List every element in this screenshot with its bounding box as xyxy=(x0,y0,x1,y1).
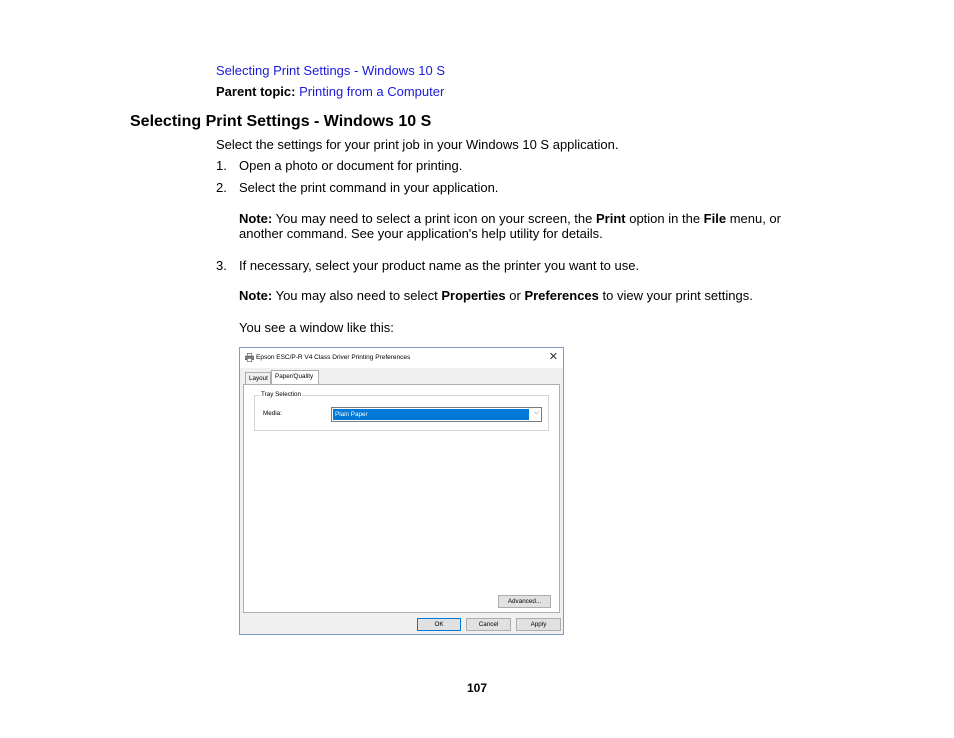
note-text: You may also need to select xyxy=(272,288,442,303)
parent-topic-line xyxy=(216,84,444,99)
step-number: 3. xyxy=(216,258,227,273)
media-select[interactable] xyxy=(331,407,542,422)
note-bold-file: File xyxy=(703,211,727,226)
note-text: option in the xyxy=(625,211,704,226)
page-heading: Selecting Print Settings - Windows 10 S xyxy=(130,113,432,130)
media-label: Media: xyxy=(263,410,282,417)
intro-text: Select the settings for your print job in your Windows 10 S application. xyxy=(216,137,619,152)
tray-selection-group xyxy=(254,391,549,431)
step-text: Select the print command in your application. xyxy=(239,180,499,195)
chevron-down-icon: ⌵ xyxy=(533,409,539,416)
dialog-title: Epson ESC/P-R V4 Class Driver Printing Preferences xyxy=(256,354,411,361)
note-text: another command. See your application's help utility for details. xyxy=(239,226,603,241)
parent-topic-link[interactable]: Printing from a Computer xyxy=(299,84,445,99)
note-bold-print: Print xyxy=(595,211,626,226)
step-text: If necessary, select your product name as the printer you want to use. xyxy=(239,258,640,273)
tab-layout[interactable]: Layout xyxy=(245,372,271,384)
media-selected-value: Plain Paper xyxy=(333,409,529,420)
cancel-button[interactable]: Cancel xyxy=(466,618,511,631)
note-print-icon xyxy=(239,211,799,241)
dialog-tab-strip xyxy=(240,368,563,384)
advanced-button[interactable]: Advanced... xyxy=(498,595,551,608)
window-intro: You see a window like this: xyxy=(239,320,394,335)
note-label: Note: xyxy=(239,288,273,303)
note-bold-preferences: Preferences xyxy=(524,288,599,303)
parent-topic-label: Parent topic: xyxy=(216,84,296,99)
top-topic-link[interactable]: Selecting Print Settings - Windows 10 S xyxy=(216,63,446,78)
step-text: Open a photo or document for printing. xyxy=(239,158,463,173)
note-text: or xyxy=(505,288,525,303)
paper-quality-panel xyxy=(243,384,560,613)
note-bold-properties: Properties xyxy=(441,288,506,303)
step-number: 1. xyxy=(216,158,227,173)
close-icon[interactable]: ✕ xyxy=(548,351,558,363)
printing-preferences-dialog xyxy=(239,347,564,635)
dialog-titlebar xyxy=(240,348,563,368)
tray-selection-title: Tray Selection xyxy=(261,391,302,398)
printer-icon xyxy=(245,353,254,362)
page-number: 107 xyxy=(466,681,488,695)
note-label: Note: xyxy=(239,211,273,226)
ok-button[interactable]: OK xyxy=(417,618,461,631)
tab-paper-quality[interactable]: Paper/Quality xyxy=(271,370,319,385)
note-text: You may need to select a print icon on your screen, the xyxy=(272,211,596,226)
note-properties xyxy=(239,288,799,303)
step-number: 2. xyxy=(216,180,227,195)
note-text: menu, or xyxy=(726,211,781,226)
note-text: to view your print settings. xyxy=(598,288,753,303)
apply-button[interactable]: Apply xyxy=(516,618,561,631)
